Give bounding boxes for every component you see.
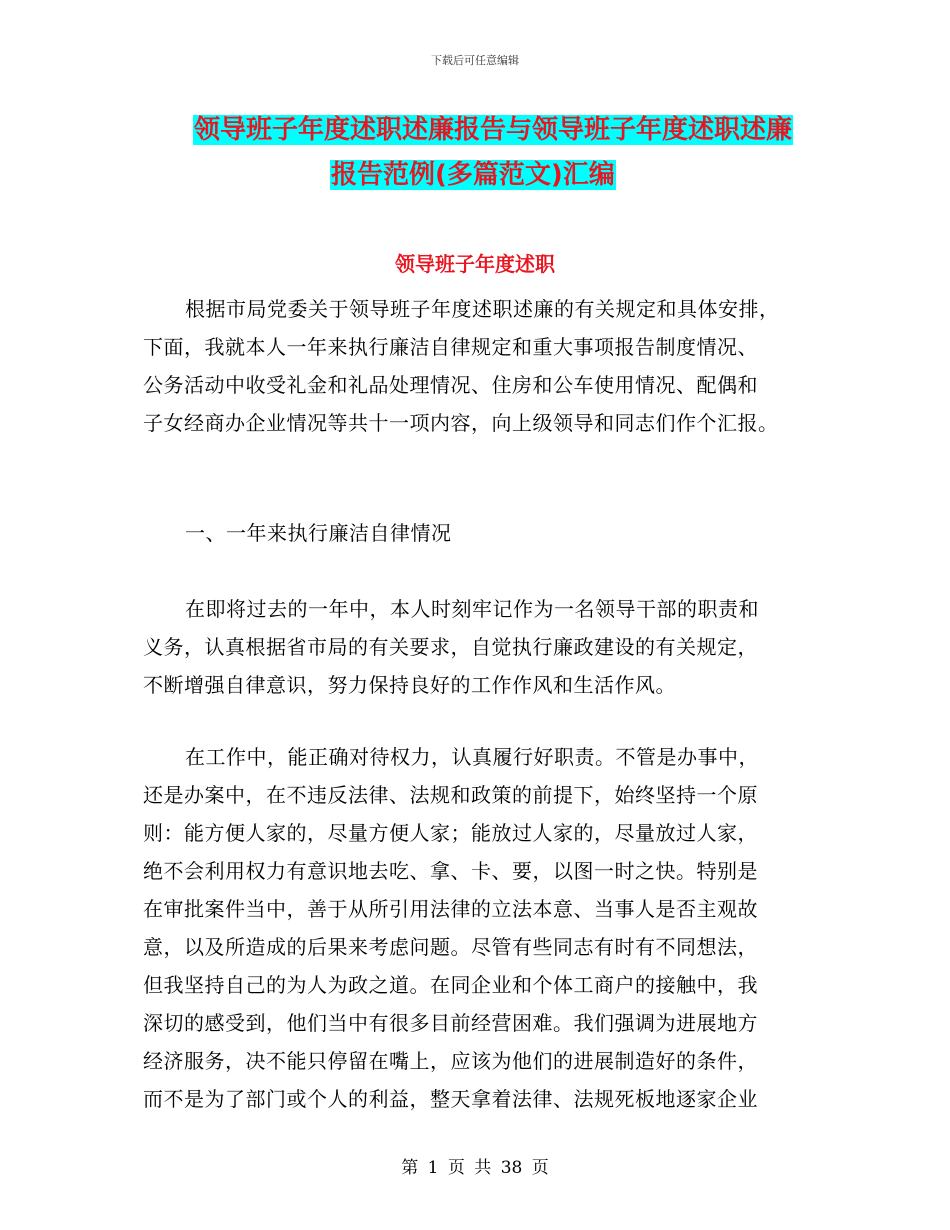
paragraph-work-conduct: [143, 738, 811, 1118]
document-title-text-2: 报告范例(多篇范文)汇编: [331, 160, 615, 190]
document-title-line-2: [330, 157, 616, 193]
subsection-heading-text: 一、一年来执行廉洁自律情况: [185, 521, 452, 545]
paragraph-line: 在审批案件当中，善于从所引用法律的立法本意、当事人是否主观故: [143, 897, 758, 921]
paragraph-line: 在工作中，能正确对待权力，认真履行好职责。不管是办事中，: [185, 745, 759, 769]
paragraph-line: 子女经商办企业情况等共十一项内容，向上级领导和同志们作个汇报。: [143, 411, 779, 435]
section-title: 领导班子年度述职: [395, 252, 555, 276]
paragraph-line: 在即将过去的一年中，本人时刻牢记作为一名领导干部的职责和: [185, 597, 759, 621]
paragraph-line: 则：能方便人家的，尽量方便人家；能放过人家的，尽量放过人家，: [143, 821, 758, 845]
paragraph-line: 经济服务，决不能只停留在嘴上，应该为他们的进展制造好的条件，: [143, 1049, 758, 1073]
paragraph-self-discipline: [143, 590, 811, 704]
paragraph-line: 还是办案中，在不违反法律、法规和政策的前提下，始终坚持一个原: [143, 783, 758, 807]
document-title-text-1: 领导班子年度述职述廉报告与领导班子年度述职述廉: [194, 115, 793, 145]
subsection-heading: [143, 514, 811, 552]
paragraph-line: 但我坚持自己的为人为政之道。在同企业和个体工商户的接触中，我: [143, 973, 758, 997]
page-number: 第 1 页 共 38 页: [401, 1158, 549, 1178]
document-title-line-1: [193, 112, 793, 148]
paragraph-intro: [143, 290, 811, 442]
paragraph-line: 意，以及所造成的后果来考虑问题。尽管有些同志有时有不同想法，: [143, 935, 758, 959]
paragraph-line: 义务，认真根据省市局的有关要求，自觉执行廉政建设的有关规定，: [143, 635, 758, 659]
paragraph-line: 根据市局党委关于领导班子年度述职述廉的有关规定和具体安排，: [185, 297, 780, 321]
paragraph-line: 深切的感受到，他们当中有很多目前经营困难。我们强调为进展地方: [143, 1011, 758, 1035]
paragraph-line: 而不是为了部门或个人的利益，整天拿着法律、法规死板地逐家企业: [143, 1087, 758, 1111]
paragraph-line: 不断增强自律意识，努力保持良好的工作作风和生活作风。: [143, 673, 676, 697]
paragraph-line: 绝不会利用权力有意识地去吃、拿、卡、要，以图一时之快。特别是: [143, 859, 758, 883]
paragraph-line: 公务活动中收受礼金和礼品处理情况、住房和公车使用情况、配偶和: [143, 373, 758, 397]
page-header-note: 下载后可任意编辑: [431, 54, 519, 67]
paragraph-line: 下面，我就本人一年来执行廉洁自律规定和重大事项报告制度情况、: [143, 335, 758, 359]
